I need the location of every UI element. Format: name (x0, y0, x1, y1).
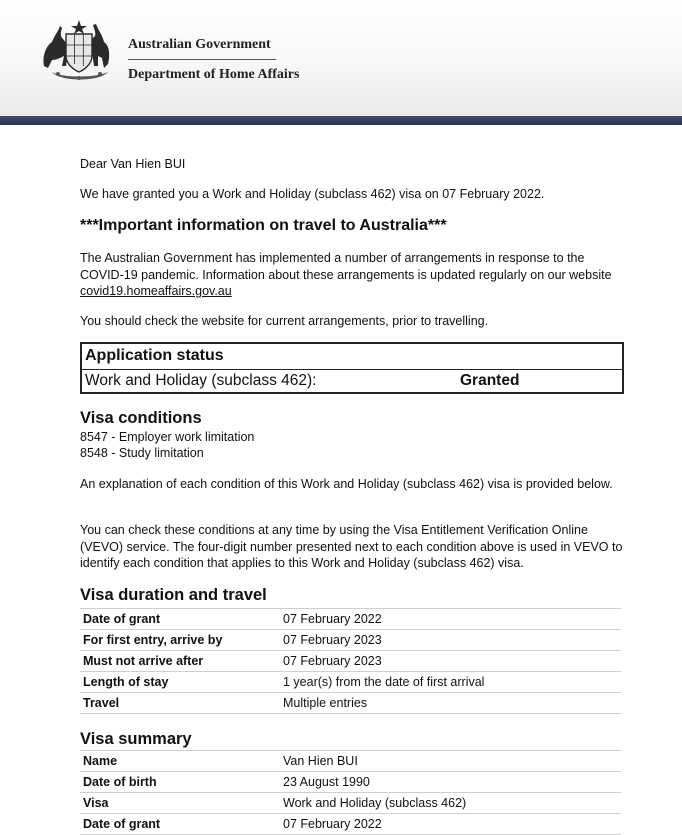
row-label: Date of birth (83, 775, 157, 789)
condition-item: 8548 - Study limitation (80, 446, 204, 460)
row-label: Travel (83, 696, 120, 710)
status-visa-label: Work and Holiday (subclass 462): (85, 372, 317, 389)
visa-summary-table (80, 750, 621, 835)
table-row (80, 750, 621, 772)
table-row (80, 608, 621, 630)
application-status-box (80, 342, 624, 394)
greeting: Dear Van Hien BUI (80, 157, 186, 171)
row-label: Must not arrive after (83, 654, 204, 668)
row-value: 07 February 2022 (283, 612, 382, 626)
row-value: Van Hien BUI (283, 754, 358, 768)
header-band (0, 116, 682, 125)
visa-summary-heading: Visa summary (80, 730, 192, 748)
row-label: Date of grant (83, 817, 161, 831)
row-value: 07 February 2022 (283, 817, 382, 831)
government-name: Australian Government (128, 37, 271, 52)
vevo-paragraph: You can check these conditions at any time by using the Visa Entitlement Verification Online (VEVO) service. The four-digit number presented next to each condition above is used in VEVO to identify each condition that applies to this Work and Holiday (subclass 462) visa. (80, 523, 623, 570)
table-row (80, 793, 621, 814)
table-row (80, 672, 621, 693)
important-heading: ***Important information on travel to Australia*** (80, 217, 447, 234)
row-value: 1 year(s) from the date of first arrival (283, 675, 485, 689)
table-row (80, 651, 621, 672)
department-name: Department of Home Affairs (128, 67, 300, 82)
application-status-title: Application status (85, 347, 224, 364)
row-value: 07 February 2023 (283, 654, 382, 668)
government-wordmark (128, 36, 299, 84)
row-label: Name (83, 754, 118, 768)
visa-conditions-heading: Visa conditions (80, 409, 202, 427)
visa-duration-heading: Visa duration and travel (80, 586, 267, 604)
letterhead (0, 0, 682, 118)
visa-duration-table (80, 608, 621, 714)
row-label: Length of stay (83, 675, 169, 689)
table-row (80, 814, 621, 835)
wordmark-divider (128, 59, 276, 60)
row-value: Multiple entries (283, 696, 368, 710)
covid-text: The Australian Government has implemented a number of arrangements in response to the COVID-19 pandemic. Information about these arrangements is updated regularly on our website (80, 251, 612, 282)
status-divider (82, 369, 622, 370)
row-label: Date of grant (83, 612, 161, 626)
row-value: 23 August 1990 (283, 775, 370, 789)
check-website-text: You should check the website for current arrangements, prior to travelling. (80, 314, 489, 328)
row-value: Work and Holiday (subclass 462) (283, 796, 467, 810)
conditions-explanation: An explanation of each condition of this Work and Holiday (subclass 462) visa is provided below. (80, 477, 613, 491)
covid-paragraph (80, 250, 624, 300)
row-value: 07 February 2023 (283, 633, 382, 647)
row-label: For first entry, arrive by (83, 633, 223, 647)
table-row (80, 693, 621, 714)
condition-item: 8547 - Employer work limitation (80, 430, 255, 444)
row-label: Visa (83, 796, 109, 810)
coat-of-arms-icon (38, 16, 120, 84)
table-row (80, 630, 621, 651)
covid-website-link[interactable]: covid19.homeaffairs.gov.au (80, 284, 232, 298)
table-row (80, 772, 621, 793)
grant-statement: We have granted you a Work and Holiday (subclass 462) visa on 07 February 2022. (80, 187, 545, 201)
status-value: Granted (460, 372, 520, 389)
